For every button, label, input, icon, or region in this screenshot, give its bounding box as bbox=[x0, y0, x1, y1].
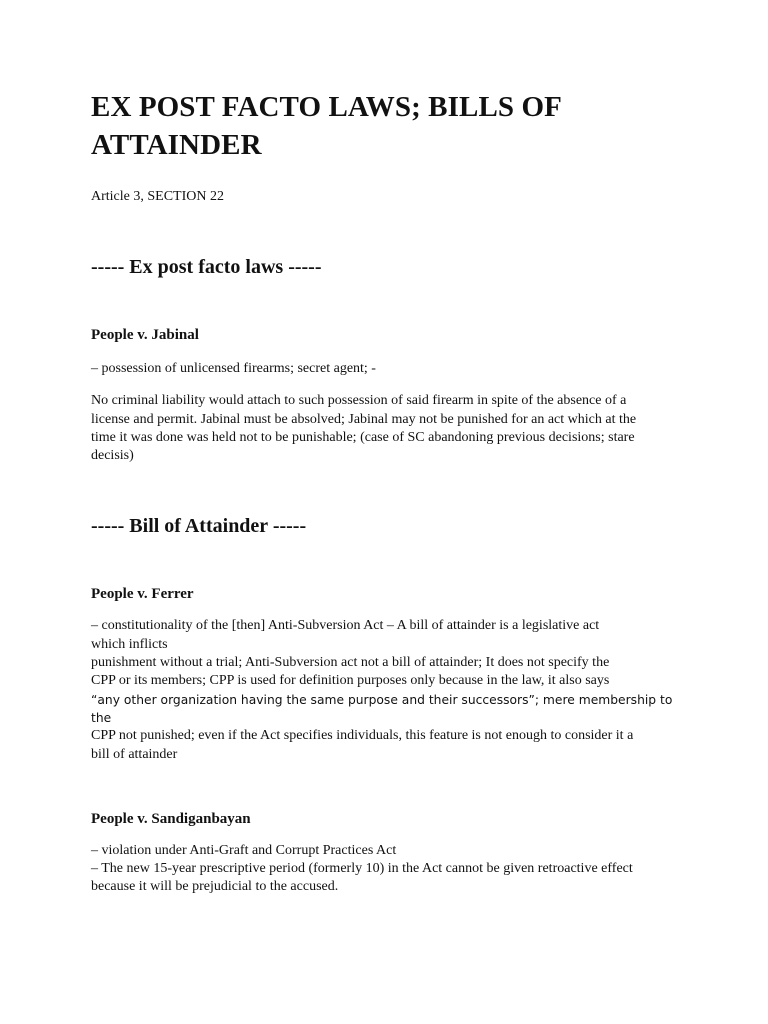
case-summary bbox=[91, 617, 691, 763]
case-title-sandiganbayan: People v. Sandiganbayan bbox=[91, 810, 251, 827]
text-line: because it will be prejudicial to the accused. bbox=[91, 879, 339, 895]
text-line: – possession of unlicensed firearms; secret agent; - bbox=[91, 361, 376, 376]
case-title-jabinal: People v. Jabinal bbox=[91, 327, 199, 343]
title-line: ATTAINDER bbox=[91, 129, 262, 161]
document-subtitle: Article 3, SECTION 22 bbox=[91, 189, 224, 204]
text-line: decisis) bbox=[91, 448, 134, 464]
text-line: CPP not punished; even if the Act specifies individuals, this feature is not enough to consider it a bbox=[91, 728, 634, 744]
text-line: license and permit. Jabinal must be absolved; Jabinal may not be punished for an act which at the bbox=[91, 411, 637, 427]
section-heading-bill-of-attainder: ----- Bill of Attainder ----- bbox=[91, 515, 307, 538]
text-line: CPP or its members; CPP is used for definition purposes only because in the law, it also says bbox=[91, 673, 610, 689]
text-line: punishment without a trial; Anti-Subversion act not a bill of attainder; It does not specify the bbox=[91, 655, 610, 671]
text-line: “any other organization having the same purpose and their successors”; mere membership to the bbox=[91, 692, 673, 725]
title-line: EX POST FACTO LAWS; BILLS OF bbox=[91, 91, 562, 123]
text-line: No criminal liability would attach to such possession of said firearm in spite of the absence of a bbox=[91, 393, 627, 409]
case-summary bbox=[91, 360, 691, 378]
case-title-ferrer: People v. Ferrer bbox=[91, 586, 194, 603]
text-line: time it was done was held not to be punishable; (case of SC abandoning previous decisions; stare bbox=[91, 429, 635, 445]
case-holding bbox=[91, 392, 691, 465]
document-page bbox=[91, 88, 691, 897]
text-line: which inflicts bbox=[91, 636, 168, 652]
text-line: – violation under Anti-Graft and Corrupt Practices Act bbox=[91, 842, 397, 858]
document-title bbox=[91, 88, 691, 164]
case-summary bbox=[91, 842, 691, 897]
text-line: – constitutionality of the [then] Anti-Subversion Act – A bill of attainder is a legislative act bbox=[91, 618, 600, 634]
text-line: – The new 15-year prescriptive period (formerly 10) in the Act cannot be given retroactive effect bbox=[91, 861, 633, 877]
text-line: bill of attainder bbox=[91, 746, 178, 762]
section-heading-ex-post-facto: ----- Ex post facto laws ----- bbox=[91, 256, 322, 278]
